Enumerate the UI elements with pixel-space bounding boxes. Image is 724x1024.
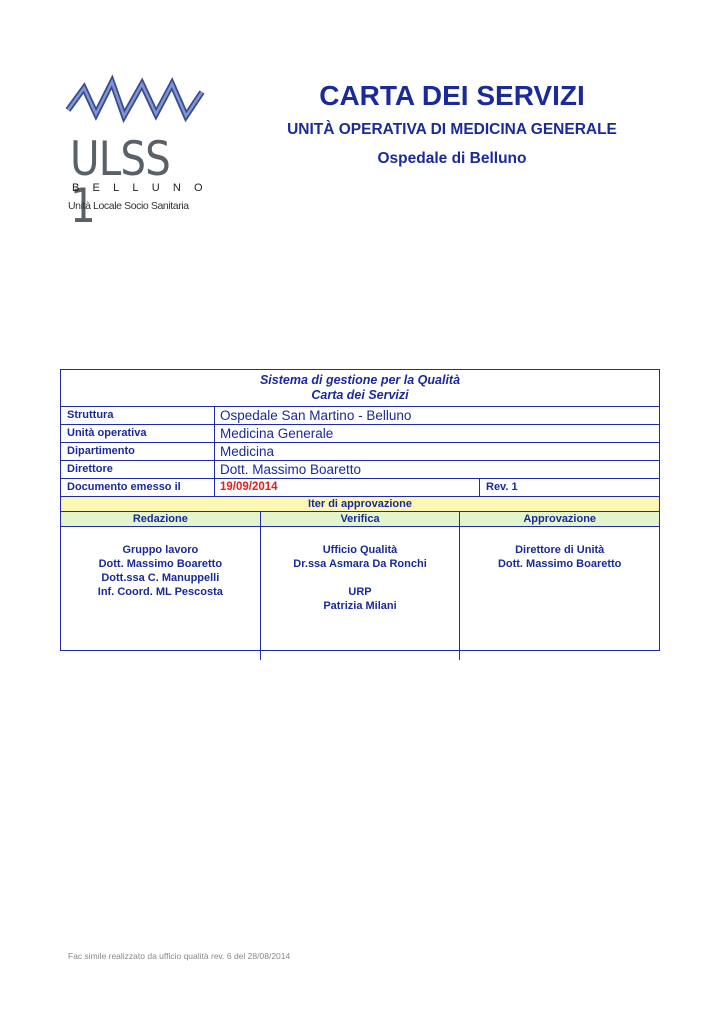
- issue-date: 19/09/2014: [215, 479, 480, 496]
- row-dipartimento: [61, 443, 659, 461]
- column-header-redazione: Redazione: [132, 513, 188, 525]
- column-approvazione: [459, 527, 659, 660]
- row-value: Ospedale San Martino - Belluno: [220, 408, 412, 423]
- row-documento-emesso: [61, 479, 659, 497]
- revision-number: Rev. 1: [486, 481, 518, 493]
- approval-columns: [61, 527, 659, 660]
- column-line: Dr.ssa Asmara Da Ronchi: [293, 558, 427, 570]
- row-label: Struttura: [61, 407, 215, 424]
- logo-name: ULSS 1: [70, 132, 170, 234]
- column-line: Dott. Massimo Boaretto: [497, 558, 622, 570]
- column-redazione: [61, 527, 260, 660]
- row-label: Documento emesso il: [61, 479, 215, 496]
- quality-panel: [60, 369, 660, 651]
- column-line: Patrizia Milani: [323, 600, 397, 612]
- row-label: Dipartimento: [61, 443, 215, 460]
- panel-heading-system: Sistema di gestione per la Qualità: [259, 373, 461, 387]
- column-line: Inf. Coord. ML Pescosta: [97, 586, 223, 598]
- row-value: Dott. Massimo Boaretto: [220, 462, 362, 477]
- column-line: Direttore di Unità: [515, 544, 605, 556]
- unit-subtitle: UNITÀ OPERATIVA DI MEDICINA GENERALE: [287, 121, 617, 138]
- page-title: CARTA DEI SERVIZI: [319, 80, 585, 111]
- row-value: Medicina Generale: [220, 426, 334, 441]
- wave-logo-icon: [62, 72, 212, 134]
- row-label: Unità operativa: [61, 425, 215, 442]
- column-line: Gruppo lavoro: [122, 544, 199, 556]
- row-direttore: [61, 461, 659, 479]
- ulss-logo: [62, 72, 216, 234]
- panel-heading-doc: Carta dei Servizi: [311, 388, 409, 402]
- column-header-verifica: Verifica: [260, 512, 460, 526]
- column-header-approvazione: Approvazione: [459, 512, 659, 526]
- approval-column-headers: [61, 512, 659, 527]
- hospital-subtitle: Ospedale di Belluno: [377, 150, 527, 167]
- panel-heading: [61, 370, 659, 407]
- logo-city: BELLUNO: [72, 182, 216, 194]
- column-verifica: [260, 527, 460, 660]
- footer-note: Fac simile realizzato da ufficio qualità rev. 6 del 28/08/2014: [68, 951, 291, 961]
- column-line: Dott. Massimo Boaretto: [98, 558, 223, 570]
- approval-iter-title: Iter di approvazione: [61, 497, 659, 512]
- row-struttura: [61, 407, 659, 425]
- column-line: URP: [348, 586, 372, 598]
- row-value: Medicina: [220, 444, 275, 459]
- column-spacer: [261, 571, 460, 585]
- column-line: Ufficio Qualità: [322, 544, 398, 556]
- row-unita-operativa: [61, 425, 659, 443]
- row-label: Direttore: [61, 461, 215, 478]
- logo-subtitle: Unità Locale Socio Sanitaria: [68, 200, 189, 212]
- column-line: Dott.ssa C. Manuppelli: [101, 572, 220, 584]
